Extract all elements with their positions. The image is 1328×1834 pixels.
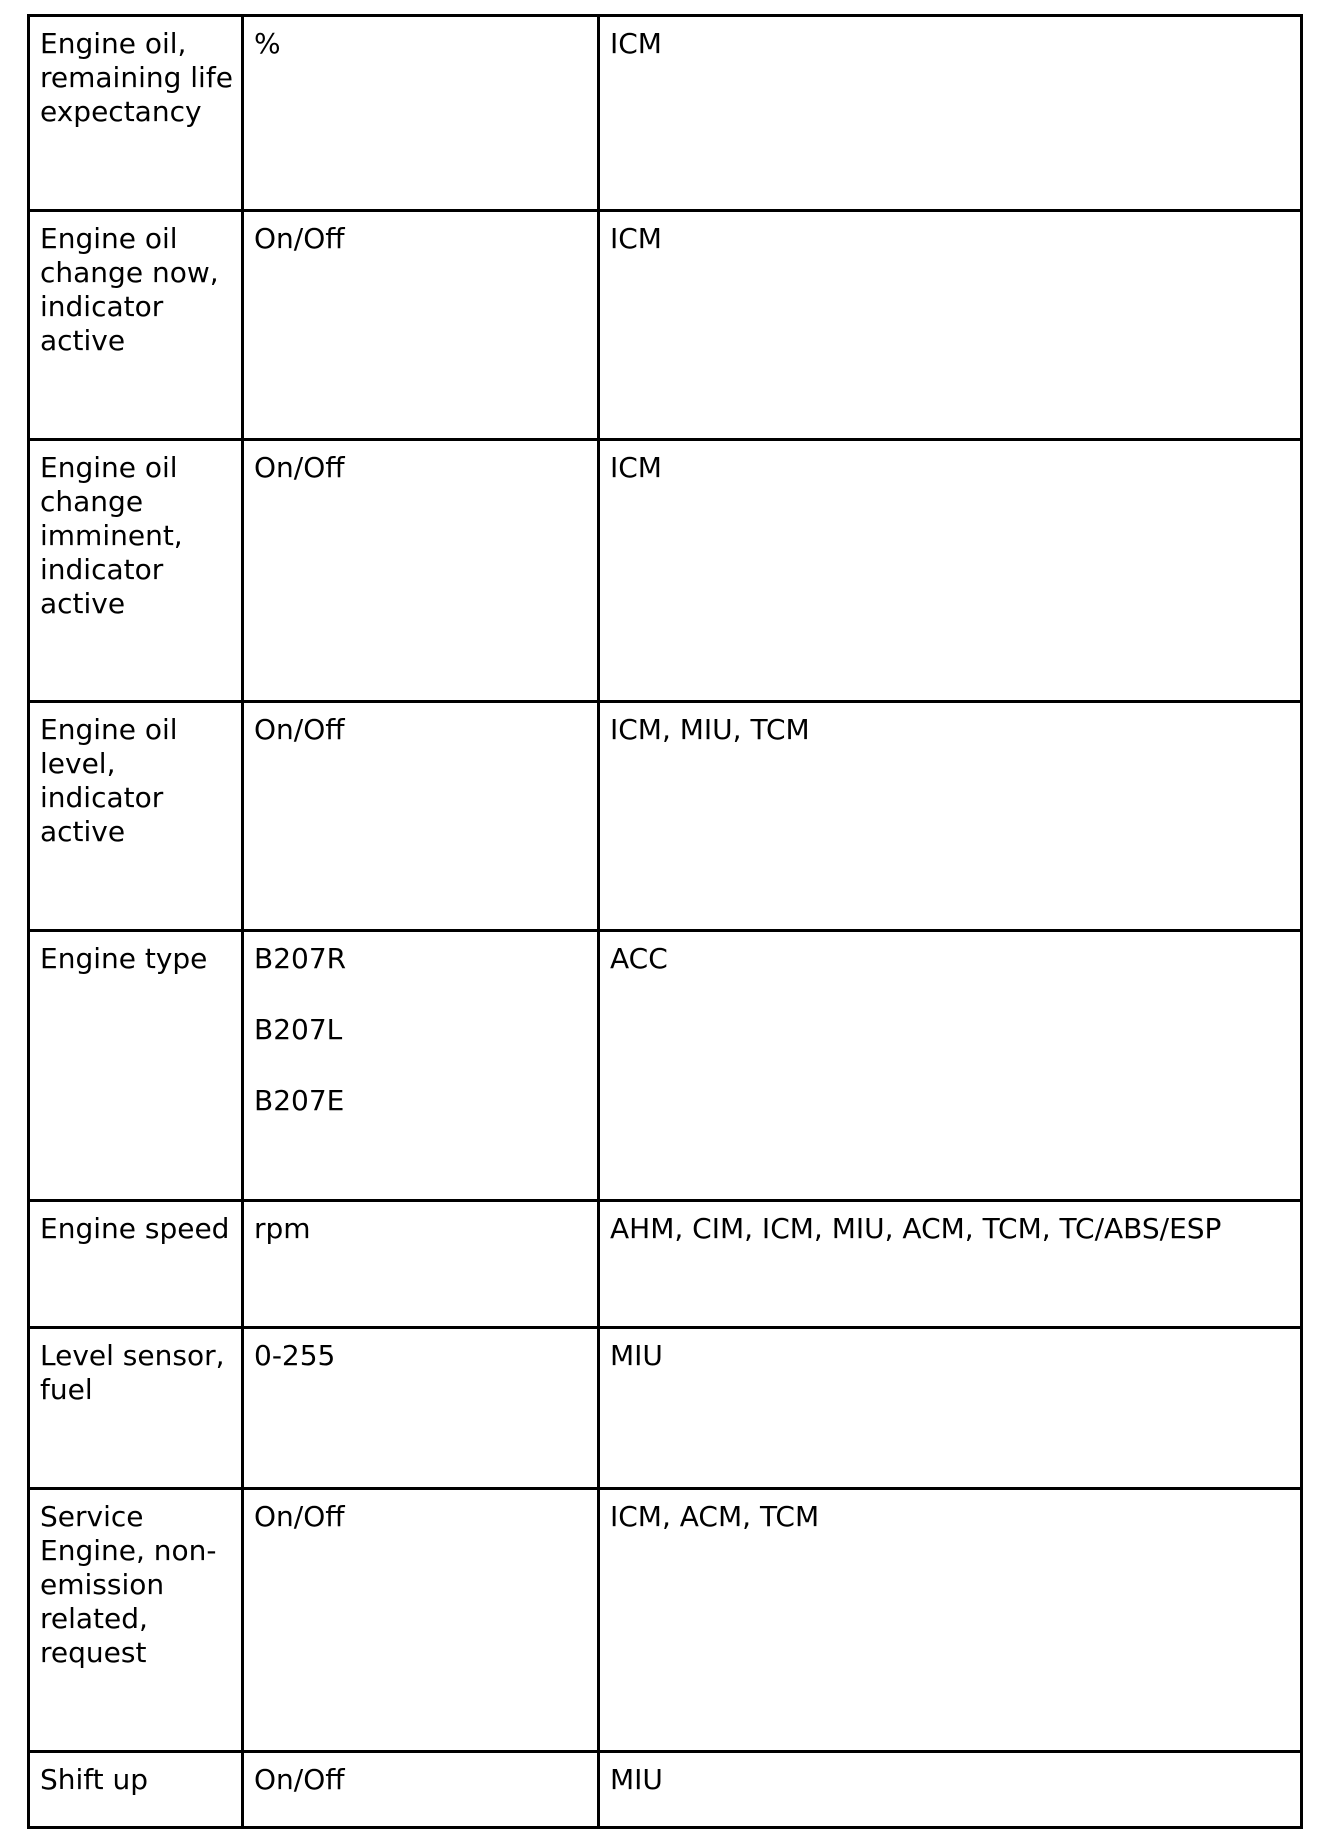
modules-cell: MIU [599, 1328, 1302, 1489]
value-text: On/Off [254, 713, 345, 746]
value-cell [243, 16, 599, 211]
table-row [29, 702, 1302, 931]
value-text: On/Off [254, 222, 345, 255]
value-cell [243, 211, 599, 440]
modules-cell: ACC [599, 931, 1302, 1201]
signal-name-cell: Shift up [29, 1752, 243, 1828]
signal-name-cell: Engine oil change imminent, indicator active [29, 440, 243, 702]
modules-cell: ICM [599, 211, 1302, 440]
table-row [29, 1328, 1302, 1489]
signal-name-cell: Engine oil, remaining life expectancy [29, 16, 243, 211]
signal-name-cell: Level sensor, fuel [29, 1328, 243, 1489]
table-row [29, 1752, 1302, 1828]
signal-name-cell: Engine oil level, indicator active [29, 702, 243, 931]
signal-name-cell: Engine type [29, 931, 243, 1201]
value-text: B207E [254, 1084, 345, 1117]
value-text: B207L [254, 1013, 343, 1046]
value-cell [243, 931, 599, 1201]
signal-name-cell: Engine speed [29, 1201, 243, 1328]
value-cell [243, 440, 599, 702]
value-cell [243, 702, 599, 931]
table-row [29, 931, 1302, 1201]
signal-name-cell: Engine oil change now, indicator active [29, 211, 243, 440]
value-cell [243, 1328, 599, 1489]
modules-cell: ICM, MIU, TCM [599, 702, 1302, 931]
signal-table [27, 14, 1303, 1829]
value-text: B207R [254, 942, 347, 975]
value-text: On/Off [254, 451, 345, 484]
value-text: 0-255 [254, 1339, 336, 1372]
modules-cell: MIU [599, 1752, 1302, 1828]
signal-name-cell: Service Engine, non-emission related, request [29, 1489, 243, 1752]
value-text: On/Off [254, 1763, 345, 1796]
table-row [29, 16, 1302, 211]
table-row [29, 440, 1302, 702]
modules-cell: ICM [599, 16, 1302, 211]
table-row [29, 211, 1302, 440]
value-cell [243, 1489, 599, 1752]
value-cell [243, 1201, 599, 1328]
table-row [29, 1201, 1302, 1328]
value-text: % [254, 27, 281, 60]
value-cell [243, 1752, 599, 1828]
modules-cell: ICM, ACM, TCM [599, 1489, 1302, 1752]
value-text: On/Off [254, 1500, 345, 1533]
value-text: rpm [254, 1212, 311, 1245]
modules-cell: ICM [599, 440, 1302, 702]
modules-cell: AHM, CIM, ICM, MIU, ACM, TCM, TC/ABS/ESP [599, 1201, 1302, 1328]
table-row [29, 1489, 1302, 1752]
